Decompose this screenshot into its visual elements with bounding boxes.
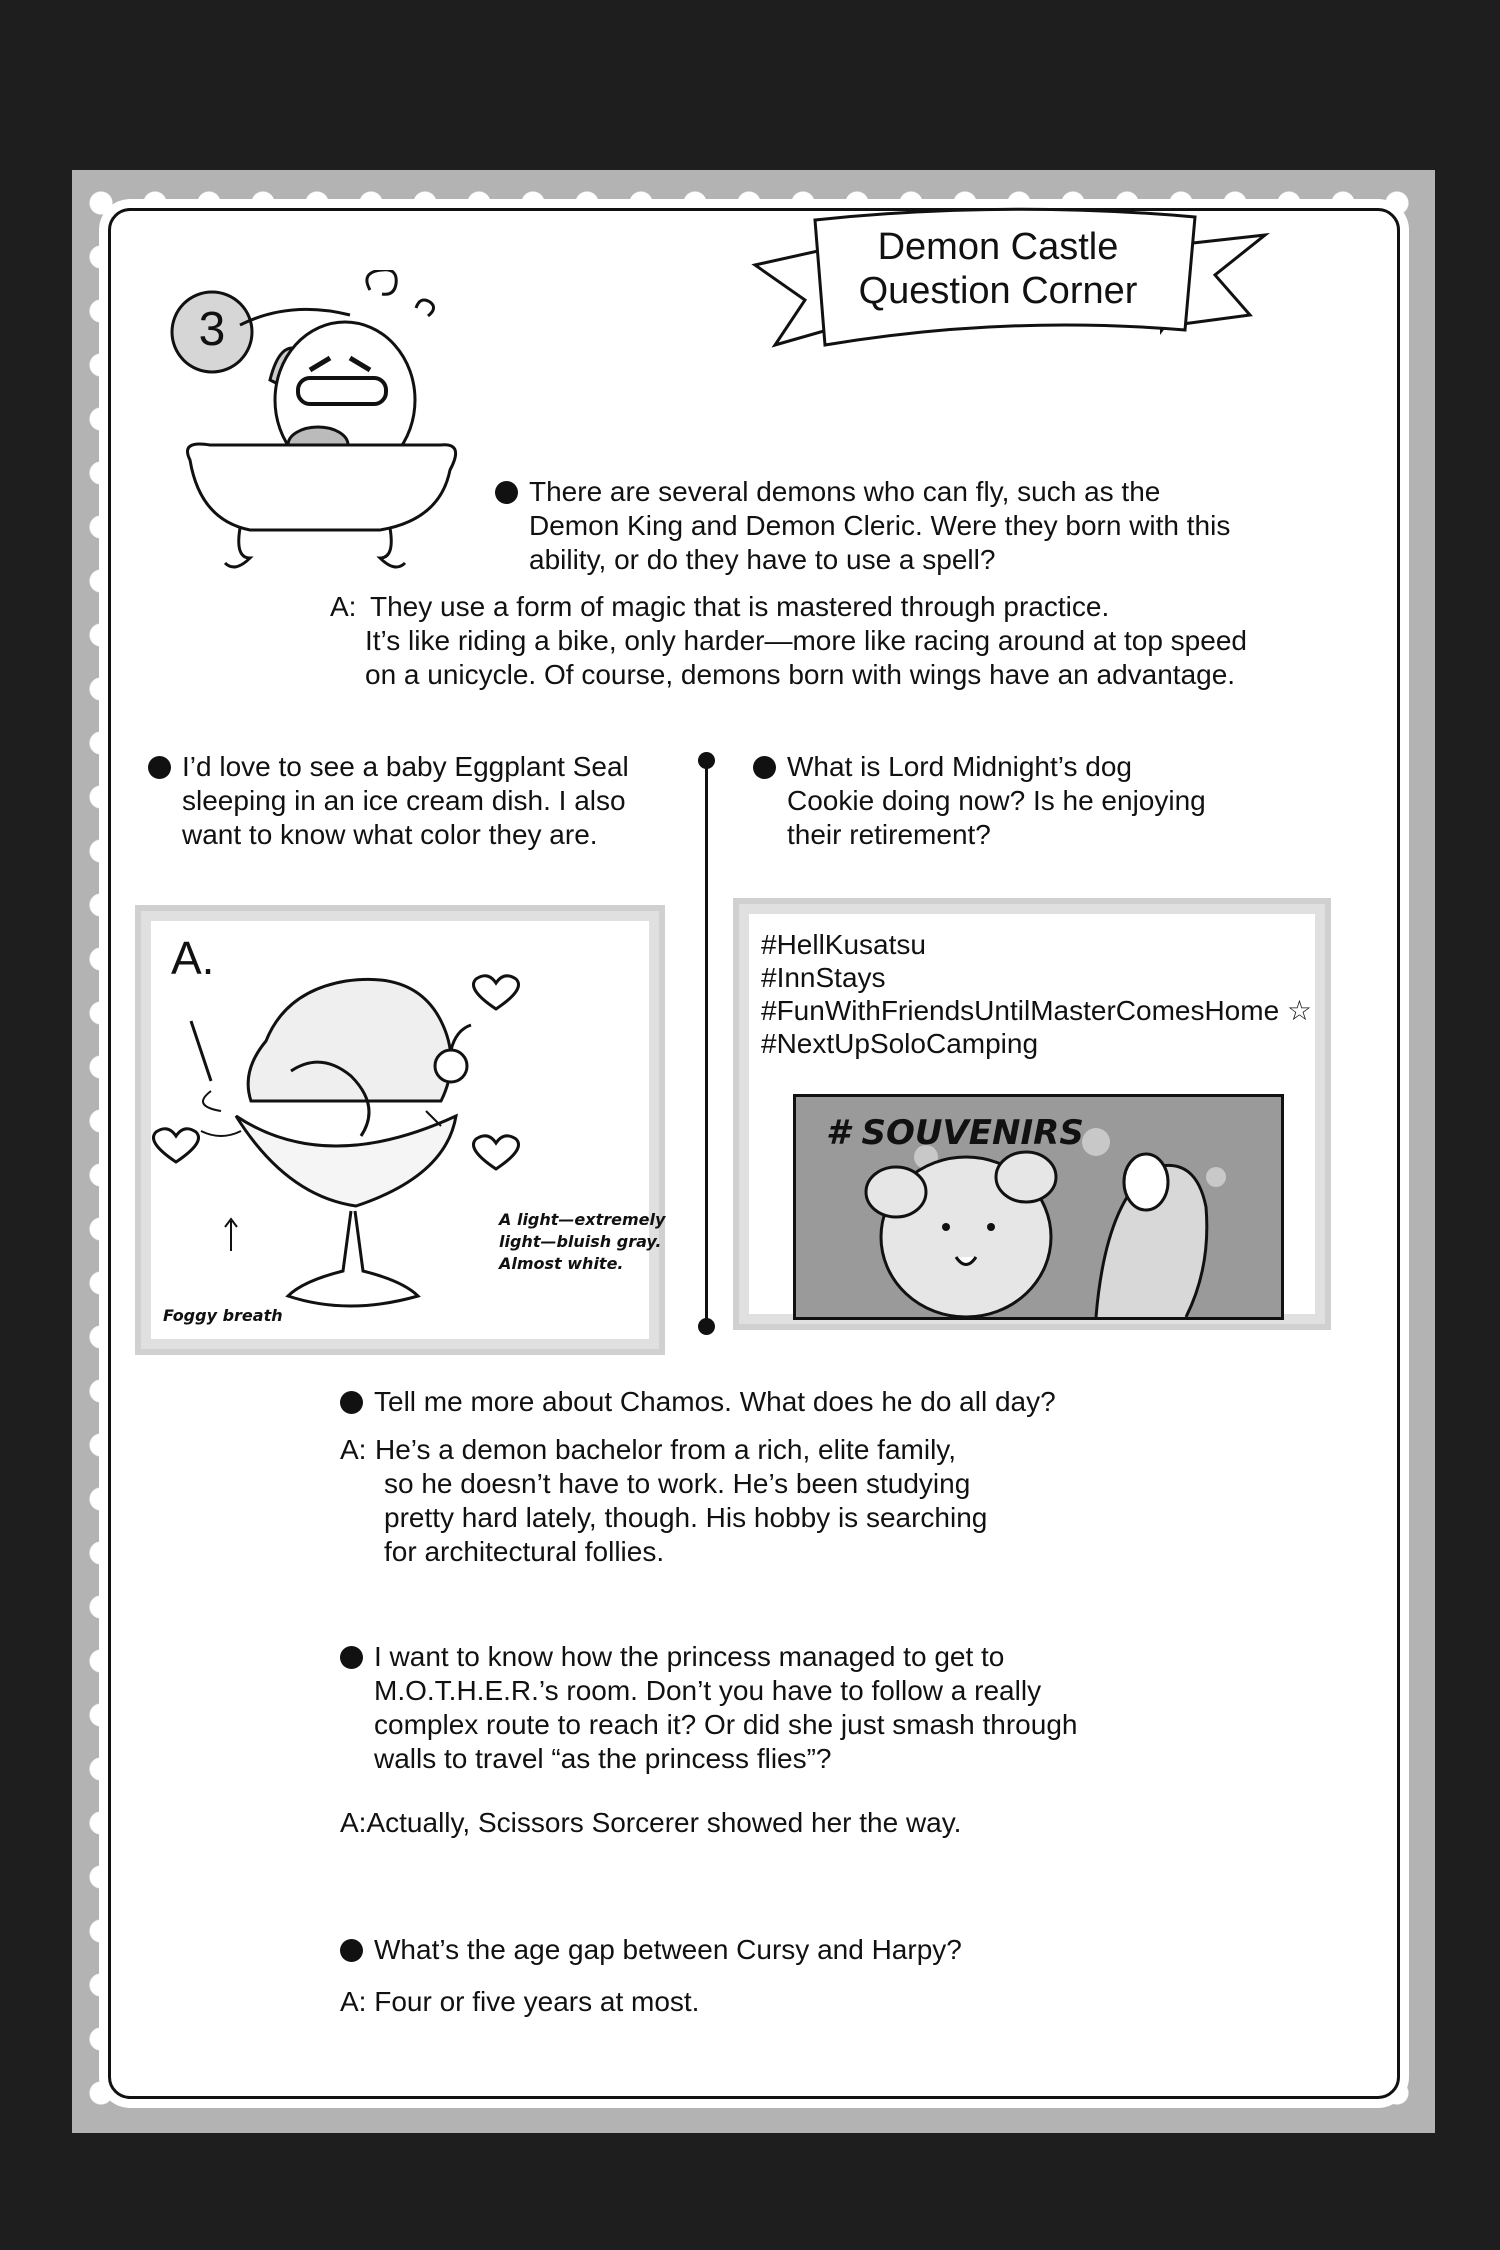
divider-top-dot — [698, 752, 715, 769]
color-note — [499, 1209, 665, 1275]
answer-5 — [340, 1806, 961, 1840]
question-2 — [148, 750, 629, 852]
breath-note: Foggy breath — [163, 1306, 283, 1325]
divider-bottom-dot — [698, 1318, 715, 1335]
question-2-line-1: I’d love to see a baby Eggplant Seal — [182, 751, 629, 782]
question-5 — [340, 1640, 1077, 1776]
answer-1-line-1: They use a form of magic that is mastered through practice. — [370, 591, 1110, 622]
answer-1-prefix: A: — [330, 591, 357, 622]
question-4-text: Tell me more about Chamos. What does he do all day? — [374, 1386, 1056, 1417]
question-1-line-3: ability, or do they have to use a spell? — [529, 544, 996, 575]
color-note-line-3: Almost white. — [499, 1254, 624, 1273]
answer-4-prefix: A: — [340, 1434, 367, 1465]
souvenir-photo — [793, 1094, 1284, 1320]
ice-cream-seal-drawing — [151, 921, 649, 1339]
artwork-canvas — [151, 921, 666, 1339]
bathtub-character-illustration — [170, 270, 470, 590]
color-note-line-1: A light—extremely — [499, 1210, 666, 1229]
hashtag-list — [761, 928, 1312, 1060]
hashtag-2: #InnStays — [761, 962, 886, 993]
answer-1-line-2: It’s like riding a bike, only harder—more like racing around at top speed — [365, 625, 1247, 656]
hashtag-3: #FunWithFriendsUntilMasterComesHome ☆ — [761, 995, 1313, 1026]
eggplant-seal-artwork — [135, 905, 665, 1355]
answer-4-line-1: He’s a demon bachelor from a rich, elite family, — [375, 1434, 956, 1465]
question-1-line-2: Demon King and Demon Cleric. Were they born with this — [529, 510, 1231, 541]
answer-1-line-3: on a unicycle. Of course, demons born with wings have an advantage. — [365, 659, 1236, 690]
question-2-line-2: sleeping in an ice cream dish. I also — [182, 785, 626, 816]
answer-6-prefix: A: — [340, 1986, 367, 2017]
answer-4-line-4: for architectural follies. — [384, 1536, 665, 1567]
question-2-line-3: want to know what color they are. — [182, 819, 598, 850]
title-line-1: Demon Castle — [877, 226, 1119, 268]
question-5-line-3: complex route to reach it? Or did she just smash through — [374, 1709, 1078, 1740]
souvenirs-caption: # SOUVENIRS — [826, 1113, 1084, 1153]
hashtag-4: #NextUpSoloCamping — [761, 1028, 1039, 1059]
art-answer-label: A. — [171, 932, 215, 984]
color-note-line-2: light—bluish gray. — [499, 1232, 662, 1251]
question-6-text: What’s the age gap between Cursy and Harpy? — [374, 1934, 962, 1965]
cookie-retirement-artwork — [733, 898, 1331, 1330]
answer-5-prefix: A: — [340, 1807, 367, 1838]
hashtag-1: #HellKusatsu — [761, 929, 926, 960]
answer-4-line-3: pretty hard lately, though. His hobby is searching — [384, 1502, 988, 1533]
question-1 — [495, 475, 1230, 577]
question-3-line-3: their retirement? — [787, 819, 991, 850]
question-6 — [340, 1933, 962, 1967]
question-5-line-2: M.O.T.H.E.R.’s room. Don’t you have to follow a really — [374, 1675, 1042, 1706]
answer-6 — [340, 1985, 699, 2019]
title-banner — [745, 205, 1275, 375]
question-1-line-1: There are several demons who can fly, such as the — [529, 476, 1161, 507]
artwork-canvas-2 — [749, 914, 1315, 1314]
question-5-line-4: walls to travel “as the princess flies”? — [374, 1743, 832, 1774]
question-3-line-1: What is Lord Midnight’s dog — [787, 751, 1132, 782]
title-line-2: Question Corner — [858, 270, 1138, 312]
answer-6-text: Four or five years at most. — [374, 1986, 700, 2017]
question-3-line-2: Cookie doing now? Is he enjoying — [787, 785, 1206, 816]
question-4 — [340, 1385, 1056, 1419]
volume-number: 3 — [198, 303, 226, 356]
page-title — [848, 225, 1148, 313]
answer-5-text: Actually, Scissors Sorcerer showed her the way. — [366, 1807, 962, 1838]
question-5-line-1: I want to know how the princess managed to get to — [374, 1641, 1005, 1672]
question-3 — [753, 750, 1206, 852]
answer-4-line-2: so he doesn’t have to work. He’s been studying — [384, 1468, 971, 1499]
column-divider — [705, 755, 708, 1325]
